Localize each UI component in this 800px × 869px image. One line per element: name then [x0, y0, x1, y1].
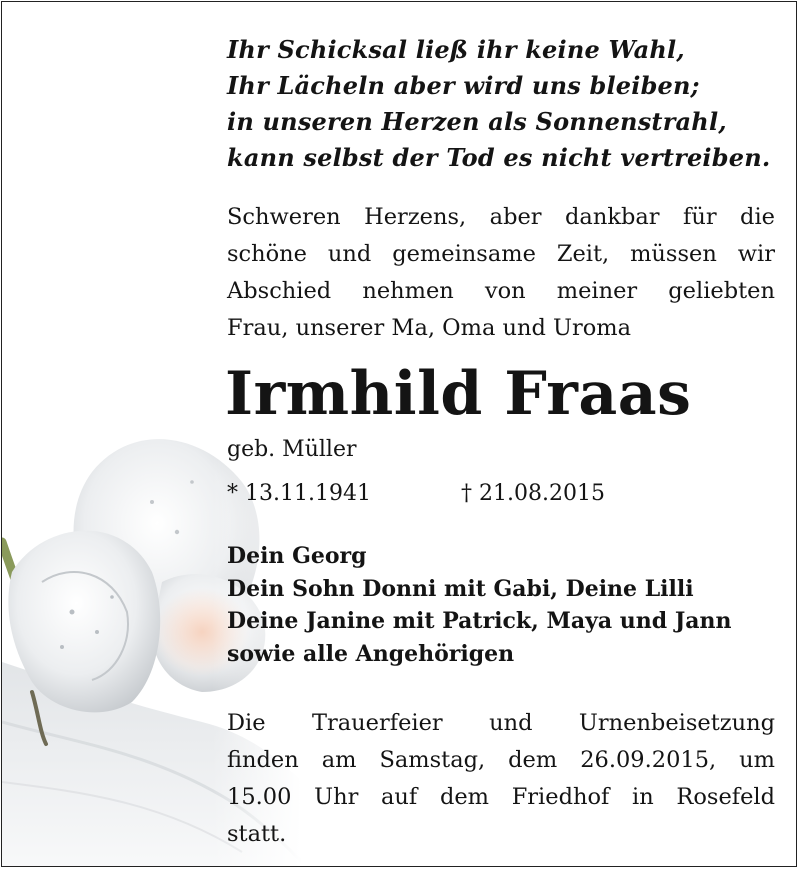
- word: Samstag,: [379, 747, 486, 773]
- service-line: [227, 705, 775, 742]
- word: Herzens,: [364, 204, 467, 230]
- birth-name: geb. Müller: [227, 437, 357, 462]
- word: Trauerfeier: [312, 710, 443, 736]
- word: Friedhof: [511, 784, 610, 810]
- word: wir: [737, 241, 775, 267]
- word: Abschied: [227, 278, 332, 304]
- word: um: [739, 747, 775, 773]
- intro-text: [227, 199, 775, 347]
- mourners-list: [227, 540, 775, 670]
- intro-line: [227, 199, 775, 236]
- word: am: [321, 747, 357, 773]
- word: Uhr: [314, 784, 359, 810]
- word: Rosefeld: [676, 784, 775, 810]
- word: geliebten: [668, 278, 775, 304]
- word: dankbar: [565, 204, 660, 230]
- memorial-poem: [227, 32, 775, 176]
- word: in: [632, 784, 654, 810]
- poem-line: Ihr Lächeln aber wird uns bleiben;: [227, 71, 700, 100]
- word: dem: [508, 747, 558, 773]
- word: von: [484, 278, 526, 304]
- service-line: [227, 779, 775, 816]
- poem-line: in unseren Herzen als Sonnenstrahl,: [227, 107, 727, 136]
- word: für: [683, 204, 717, 230]
- birth-date: * 13.11.1941: [227, 481, 371, 506]
- word: müssen: [630, 241, 717, 267]
- word: Die: [227, 710, 266, 736]
- word: meiner: [556, 278, 638, 304]
- mourner-line: Dein Sohn Donni mit Gabi, Deine Lilli: [227, 575, 694, 602]
- word: 15.00: [227, 784, 292, 810]
- service-line: [227, 742, 775, 779]
- word: 26.09.2015,: [580, 747, 717, 773]
- death-date: † 21.08.2015: [461, 481, 605, 506]
- mourner-line: sowie alle Angehörigen: [227, 640, 515, 667]
- intro-line: [227, 273, 775, 310]
- word: aber: [489, 204, 542, 230]
- word: und: [327, 241, 372, 267]
- funeral-service-info: [227, 705, 775, 853]
- mourner-line: Dein Georg: [227, 543, 367, 569]
- poem-line: kann selbst der Tod es nicht vertreiben.: [227, 143, 771, 172]
- word: Zeit,: [556, 241, 610, 267]
- intro-line: Frau, unserer Ma, Oma und Uroma: [227, 315, 632, 341]
- word: schöne: [227, 241, 307, 267]
- mourner-line: Deine Janine mit Patrick, Maya und Jann: [227, 608, 732, 634]
- life-dates: [227, 479, 775, 509]
- word: Schweren: [227, 204, 341, 230]
- poem-line: Ihr Schicksal ließ ihr keine Wahl,: [227, 35, 685, 64]
- intro-line: [227, 236, 775, 273]
- word: und: [489, 710, 533, 736]
- deceased-name: Irmhild Fraas: [225, 359, 692, 429]
- word: gemeinsame: [392, 241, 536, 267]
- word: nehmen: [362, 278, 454, 304]
- obituary-notice: [1, 1, 797, 867]
- service-line: statt.: [227, 821, 287, 847]
- word: die: [740, 204, 775, 230]
- word: finden: [227, 747, 299, 773]
- word: dem: [439, 784, 489, 810]
- word: Urnenbeisetzung: [578, 710, 775, 736]
- word: auf: [381, 784, 418, 810]
